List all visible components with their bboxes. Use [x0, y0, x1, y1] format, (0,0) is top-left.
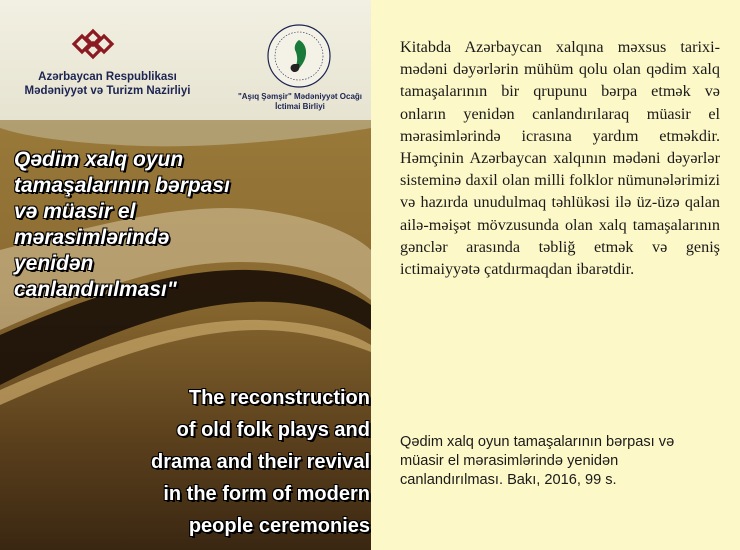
book-description: Kitabda Azərbaycan xalqına məxsus tarixi-mədəni dəyərlərin mühüm qolu olan qədim xalq tamaşalarının bir qrupunu bərpa etmək və onların yenidən canlandırılaraq müasir el mərasimlərində icrasına yardım etməkdir. Həmçinin Azərbaycan xalqının mədəni dəyərlər sisteminə daxil olan milli folklor nümunələrimizi və hazırda unudulmaq təhlükəsi ilə üz-üzə qalan ailə-məişət mövzusunda olan xalq tamaşalarının gənclər arasında təbliğ etmək və geniş ictimaiyyətə çatdırmaqdan ibarətdir. [400, 38, 720, 279]
ministry-logo-icon [68, 24, 118, 64]
ocaq-name: "Aşıq Şəmşir" Mədəniyyət Ocağı İctimai Birliyi [237, 92, 363, 111]
cover-title-en: The reconstruction of old folk plays and drama and their revival in the form of modern people ceremonies [151, 387, 370, 537]
ministry-name: Azərbaycan Respublikası Mədəniyyət və Turizm Nazirliyi [24, 71, 191, 97]
cover-title-az: Qədim xalq oyun tamaşalarının bərpası və müasir el mərasimlərində yenidən canlandırılması" [14, 148, 230, 301]
book-citation: Qədim xalq oyun tamaşalarının bərpası və müasir el mərasimlərində yenidən canlandırılması. Bakı, 2016, 99 s. [400, 434, 675, 488]
ocaq-emblem-icon [265, 22, 333, 90]
